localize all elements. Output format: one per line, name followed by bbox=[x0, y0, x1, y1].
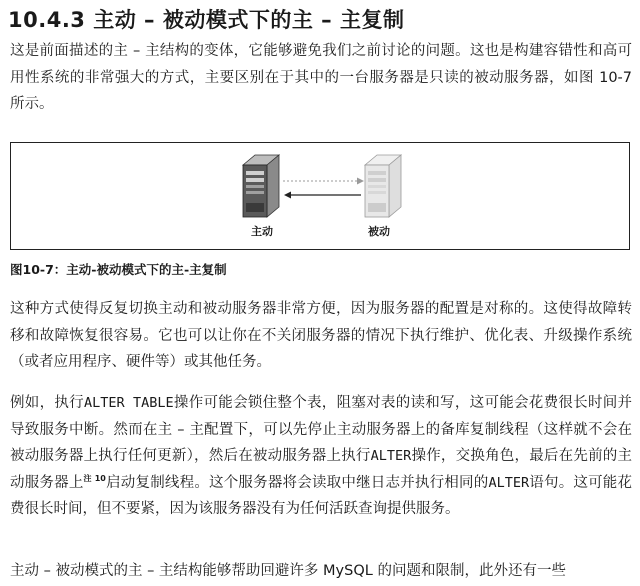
code-alter-1: ALTER bbox=[370, 448, 412, 464]
p3-text-3: 操作，交换角色，最后在先前的主动服务器上 bbox=[10, 448, 633, 491]
p3-text-2: 操作可能会锁住整个表，阻塞对表的读和写，这可能会花费很长时间并导致服务中断。然而在主 – 主配置下，可以先停止主动服务器上的备库复制线程（这样就不会在被动服务器上执行任何更新），然后在被动服务器上执行 bbox=[10, 395, 633, 464]
figure-diagram bbox=[11, 143, 629, 249]
figure-10-7 bbox=[10, 142, 630, 250]
figure-caption: 图10-7：主动-被动模式下的主-主复制 bbox=[10, 262, 227, 277]
p3-text-5: 语句。这可能花费很长时间，但不要紧，因为该服务器没有为任何活跃查询提供服务。 bbox=[10, 474, 633, 517]
passive-server-icon bbox=[365, 155, 401, 217]
passive-label: 被动 bbox=[368, 225, 390, 238]
section-title: 10.4.3 主动 – 被动模式下的主 – 主复制 bbox=[8, 8, 405, 32]
code-alter-2: ALTER bbox=[488, 474, 530, 491]
footnote-ref: 注 10 bbox=[83, 473, 106, 483]
code-alter-table: ALTER TABLE bbox=[83, 395, 174, 411]
p3-text-1: 例如，执行 bbox=[10, 395, 84, 411]
active-label: 主动 bbox=[251, 225, 273, 238]
active-server-icon bbox=[243, 155, 279, 217]
replication-arrows bbox=[283, 178, 364, 199]
paragraph-3 bbox=[10, 390, 632, 523]
paragraph-2: 这种方式使得反复切换主动和被动服务器非常方便，因为服务器的配置是对称的。这使得故障转移和故障恢复很容易。它也可以让你在不关闭服务器的情况下执行维护、优化表、升级操作系统（或者应用程序、硬件等）或其他任务。 bbox=[10, 301, 632, 370]
paragraph-4: 主动 – 被动模式的主 – 主结构能够帮助回避许多 MySQL 的问题和限制，此外还有一些 bbox=[10, 563, 566, 579]
intro-paragraph: 这是前面描述的主 – 主结构的变体，它能够避免我们之前讨论的问题。这也是构建容错性和高可用性系统的非常强大的方式，主要区别在于其中的一台服务器是只读的被动服务器，如图 10-7 所示。 bbox=[10, 43, 632, 112]
p3-text-4: 启动复制线程。这个服务器将会读取中继日志并执行相同的 bbox=[105, 474, 489, 491]
